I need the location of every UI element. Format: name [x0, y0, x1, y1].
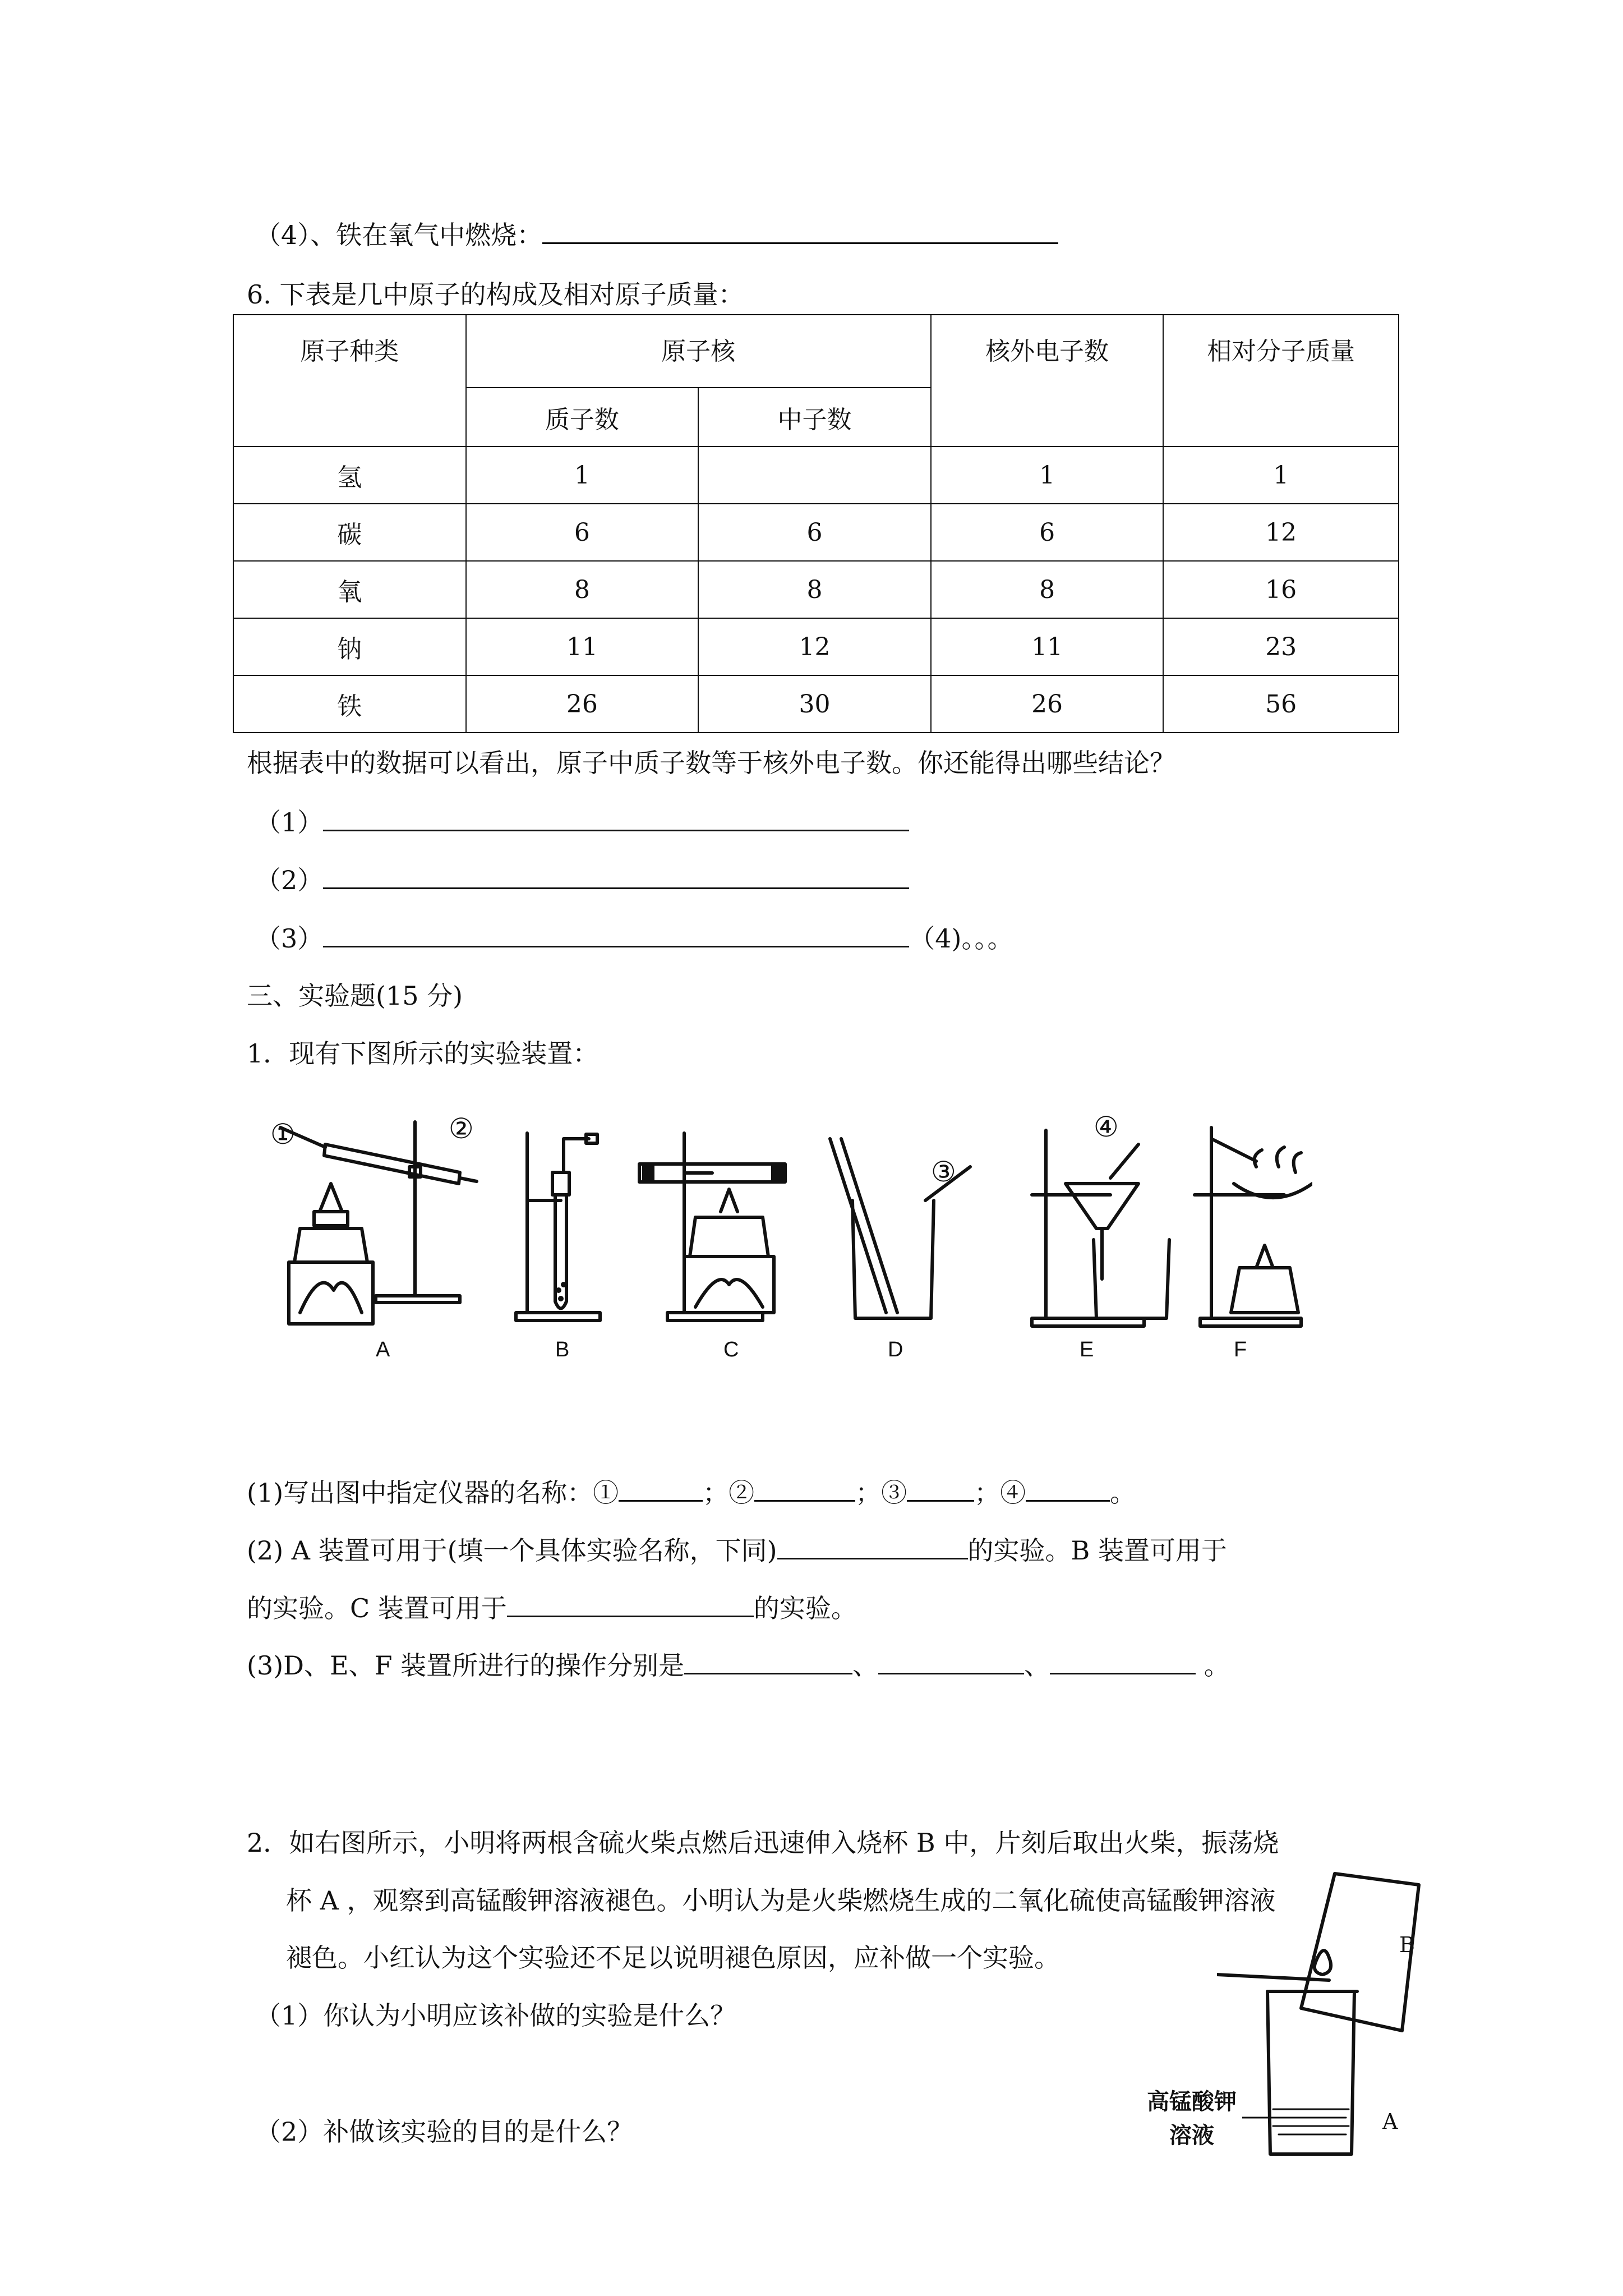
cell-electrons: 8	[931, 561, 1164, 618]
apparatus-a	[280, 1122, 477, 1324]
table-row	[233, 561, 1399, 618]
marker-2: ②	[449, 1112, 474, 1145]
conclusion-1-label: （1）	[255, 807, 324, 838]
cell-electrons: 11	[931, 618, 1164, 675]
cell-mass: 1	[1163, 447, 1399, 504]
figure-label-b: B	[555, 1338, 570, 1361]
conclusion-1-blank[interactable]	[323, 805, 909, 831]
apparatus-b	[516, 1133, 600, 1320]
q2-prefix: (2) A 装置可用于(填一个具体实验名称，下同)	[247, 1535, 777, 1566]
header-atom-type: 原子种类	[233, 315, 466, 447]
q6-title: 6. 下表是几中原子的构成及相对原子质量：	[247, 279, 744, 310]
table-row	[233, 447, 1399, 504]
q3-sep-1: 、	[852, 1650, 879, 1681]
exp1-q2-line2	[247, 1591, 857, 1625]
solution-label-line-2: 溶液	[1169, 2122, 1214, 2148]
marker-4: ④	[1094, 1111, 1119, 1143]
apparatus-f	[1195, 1128, 1312, 1326]
conclusion-2-blank[interactable]	[323, 863, 909, 889]
q5-4-label: （4）、铁在氧气中燃烧：	[255, 220, 543, 250]
q1-sep-2: ；②	[703, 1478, 755, 1508]
figure-label-d: D	[888, 1338, 903, 1361]
cell-protons: 1	[466, 447, 699, 504]
cell-atom-name: 氧	[233, 561, 466, 618]
cell-protons: 26	[466, 675, 699, 733]
marker-1: ①	[270, 1118, 296, 1151]
exp2-sub-1: （1）你认为小明应该补做的实验是什么？	[255, 2000, 736, 2031]
beaker-figure	[1217, 1862, 1475, 2177]
cell-neutrons: 6	[698, 504, 931, 561]
figure-label-e: E	[1080, 1338, 1094, 1361]
table-row	[233, 675, 1399, 733]
cell-neutrons: 8	[698, 561, 931, 618]
header-protons: 质子数	[466, 388, 699, 447]
solution-label-line-1: 高锰酸钾	[1147, 2088, 1237, 2115]
conclusion-3-blank[interactable]	[323, 921, 909, 947]
solution-pointer-line	[1242, 2115, 1304, 2120]
exp2-sub-2: （2）补做该实验的目的是什么？	[255, 2116, 633, 2147]
cell-electrons: 1	[931, 447, 1164, 504]
instrument-3-blank[interactable]	[907, 1475, 974, 1502]
cell-neutrons: 12	[698, 618, 931, 675]
apparatus-c	[639, 1133, 785, 1320]
exp1-title: 1．现有下图所示的实验装置：	[247, 1038, 599, 1069]
cell-protons: 11	[466, 618, 699, 675]
cell-mass: 56	[1163, 675, 1399, 733]
figure-label-c: C	[723, 1338, 739, 1361]
cell-mass: 16	[1163, 561, 1399, 618]
apparatus-a-use-blank[interactable]	[777, 1533, 968, 1559]
cell-protons: 8	[466, 561, 699, 618]
q3-sep-2: 、	[1024, 1650, 1050, 1681]
q3-end: 。	[1196, 1650, 1230, 1681]
cell-neutrons	[698, 447, 931, 504]
cell-electrons: 6	[931, 504, 1164, 561]
beaker-label-a: A	[1382, 2109, 1398, 2134]
section-3-title: 三、实验题(15 分)	[247, 981, 463, 1011]
instrument-4-blank[interactable]	[1026, 1475, 1110, 1502]
apparatus-e	[1032, 1130, 1169, 1326]
exp1-q2	[247, 1533, 1227, 1567]
header-mass: 相对分子质量	[1163, 315, 1399, 447]
cell-electrons: 26	[931, 675, 1164, 733]
cell-atom-name: 碳	[233, 504, 466, 561]
conclusion-3-label: （3）	[255, 923, 324, 954]
q1-end: 。	[1110, 1478, 1136, 1508]
operation-f-blank[interactable]	[1050, 1648, 1196, 1674]
atom-table	[233, 314, 1399, 733]
exp2-line-3: 褪色。小红认为这个实验还不足以说明褪色原因，应补做一个实验。	[286, 1943, 1060, 1973]
header-electrons: 核外电子数	[931, 315, 1164, 447]
exp1-q1	[247, 1475, 1136, 1510]
cell-atom-name: 氢	[233, 447, 466, 504]
q1-sep-3: ；③	[855, 1478, 907, 1508]
table-row	[233, 504, 1399, 561]
instrument-1-blank[interactable]	[619, 1475, 703, 1502]
header-neutrons: 中子数	[698, 388, 931, 447]
exp2-line-1: 2．如右图所示，小明将两根含硫火柴点燃后迅速伸入烧杯 B 中，片刻后取出火柴，振荡烧	[247, 1828, 1279, 1858]
operation-e-blank[interactable]	[878, 1648, 1024, 1674]
q2-mid: 的实验。B 装置可用于	[967, 1535, 1227, 1566]
conclusion-2-label: （2）	[255, 865, 324, 895]
marker-3: ③	[931, 1156, 956, 1188]
conclusion-4-label: （4)。。。	[909, 923, 1013, 954]
q5-4-line	[255, 218, 1058, 252]
beaker-label-b: B	[1399, 1932, 1415, 1957]
q5-4-answer-blank[interactable]	[542, 218, 1058, 244]
cell-mass: 23	[1163, 618, 1399, 675]
cell-atom-name: 铁	[233, 675, 466, 733]
cell-mass: 12	[1163, 504, 1399, 561]
q1-sep-4: ；④	[974, 1478, 1026, 1508]
cell-atom-name: 钠	[233, 618, 466, 675]
header-nucleus: 原子核	[466, 315, 931, 388]
figure-label-f: F	[1234, 1338, 1247, 1361]
q3-prefix: (3)D、E、F 装置所进行的操作分别是	[247, 1650, 685, 1681]
q6-conclusion-1	[255, 805, 909, 839]
table-row	[233, 618, 1399, 675]
instrument-2-blank[interactable]	[754, 1475, 855, 1502]
apparatus-figure	[247, 1099, 1312, 1358]
operation-d-blank[interactable]	[684, 1648, 852, 1674]
q6-prompt: 根据表中的数据可以看出，原子中质子数等于核外电子数。你还能得出哪些结论？	[247, 748, 1175, 778]
figure-label-a: A	[376, 1338, 390, 1361]
q6-conclusion-2	[255, 863, 909, 897]
cell-neutrons: 30	[698, 675, 931, 733]
exp2-line-2: 杯 A ，观察到高锰酸钾溶液褪色。小明认为是火柴燃烧生成的二氧化硫使高锰酸钾溶液	[286, 1885, 1276, 1916]
q2-line2-start: 的实验。C 装置可用于	[247, 1593, 507, 1623]
q2-end: 的实验。	[753, 1593, 857, 1623]
q6-conclusion-3	[255, 921, 1013, 955]
cell-protons: 6	[466, 504, 699, 561]
apparatus-c-use-blank[interactable]	[507, 1591, 754, 1617]
q1-prefix: (1)写出图中指定仪器的名称：①	[247, 1478, 619, 1508]
exp1-q3	[247, 1648, 1230, 1682]
